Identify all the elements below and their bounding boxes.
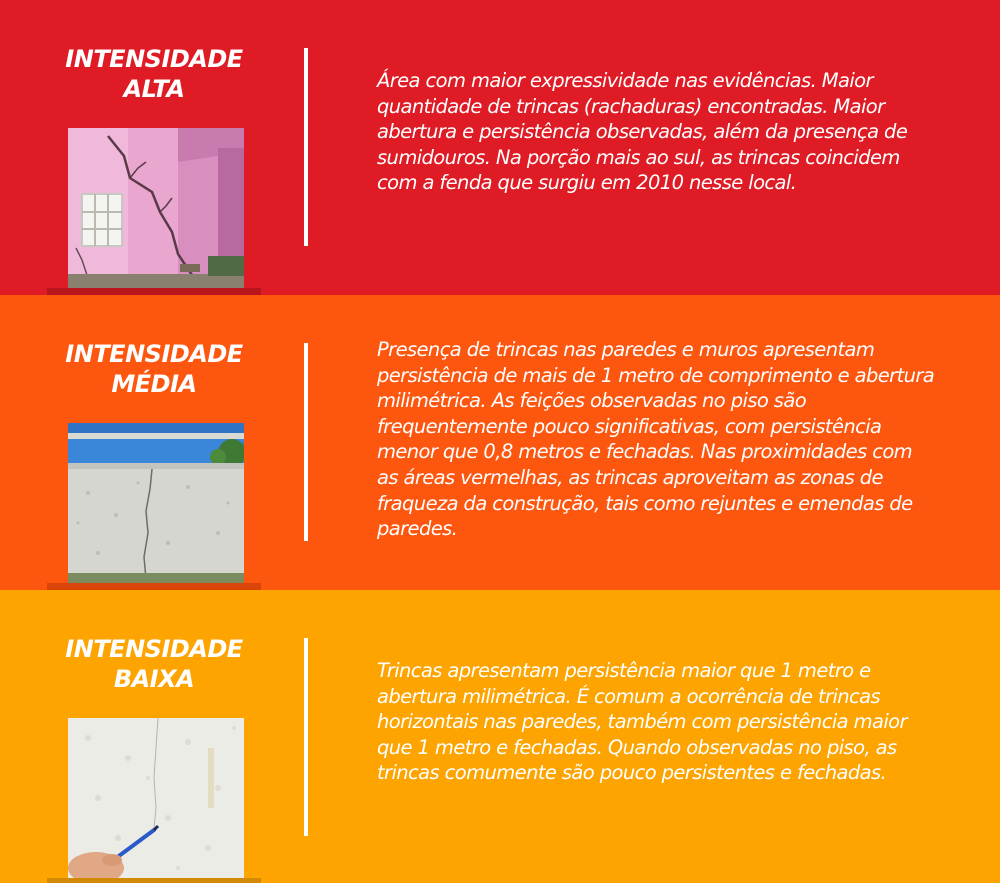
hairline-crack-photo: [68, 718, 244, 878]
cracked-pink-house-photo: [68, 128, 244, 288]
photo-underbar: [47, 878, 261, 883]
vertical-divider: [304, 48, 308, 246]
vertical-divider: [304, 638, 308, 836]
section-title: INTENSIDADE MÉDIA: [65, 340, 243, 398]
section-description: Área com maior expressividade nas evidências. Maior quantidade de trincas (rachaduras) encontradas. Maior abertura e persistência observadas, além da presença de sumidouros. Na porção mais ao sul, as trincas coincidem com a fenda que surgiu em 2010 nesse local.: [377, 69, 908, 195]
section-description: Trincas apresentam persistência maior que 1 metro e abertura milimétrica. É comum a ocorrência de trincas horizontais nas paredes, também com persistência maior que 1 metro e fechadas. Quando observadas no piso, as trincas comumente são pouco persistentes e fechadas.: [377, 659, 907, 785]
section-title: INTENSIDADE BAIXA: [65, 635, 243, 693]
photo-underbar: [47, 583, 261, 590]
vertical-divider: [304, 343, 308, 541]
section-intensidade-media: [0, 295, 1000, 590]
section-intensidade-alta: [0, 0, 1000, 295]
photo-underbar: [47, 288, 261, 295]
section-intensidade-baixa: [0, 590, 1000, 883]
section-title: INTENSIDADE ALTA: [65, 45, 243, 103]
section-description: Presença de trincas nas paredes e muros apresentam persistência de mais de 1 metro de comprimento e abertura milimétrica. As feições observadas no piso são frequentemente pouco significativas, com persistência menor que 0,8 metros e fechadas. Nas proximidades com as áreas vermelhas, as trincas aproveitam as zonas de fraqueza da construção, tais como rejuntes e emendas de paredes.: [377, 338, 935, 541]
cracked-wall-photo: [68, 423, 244, 583]
